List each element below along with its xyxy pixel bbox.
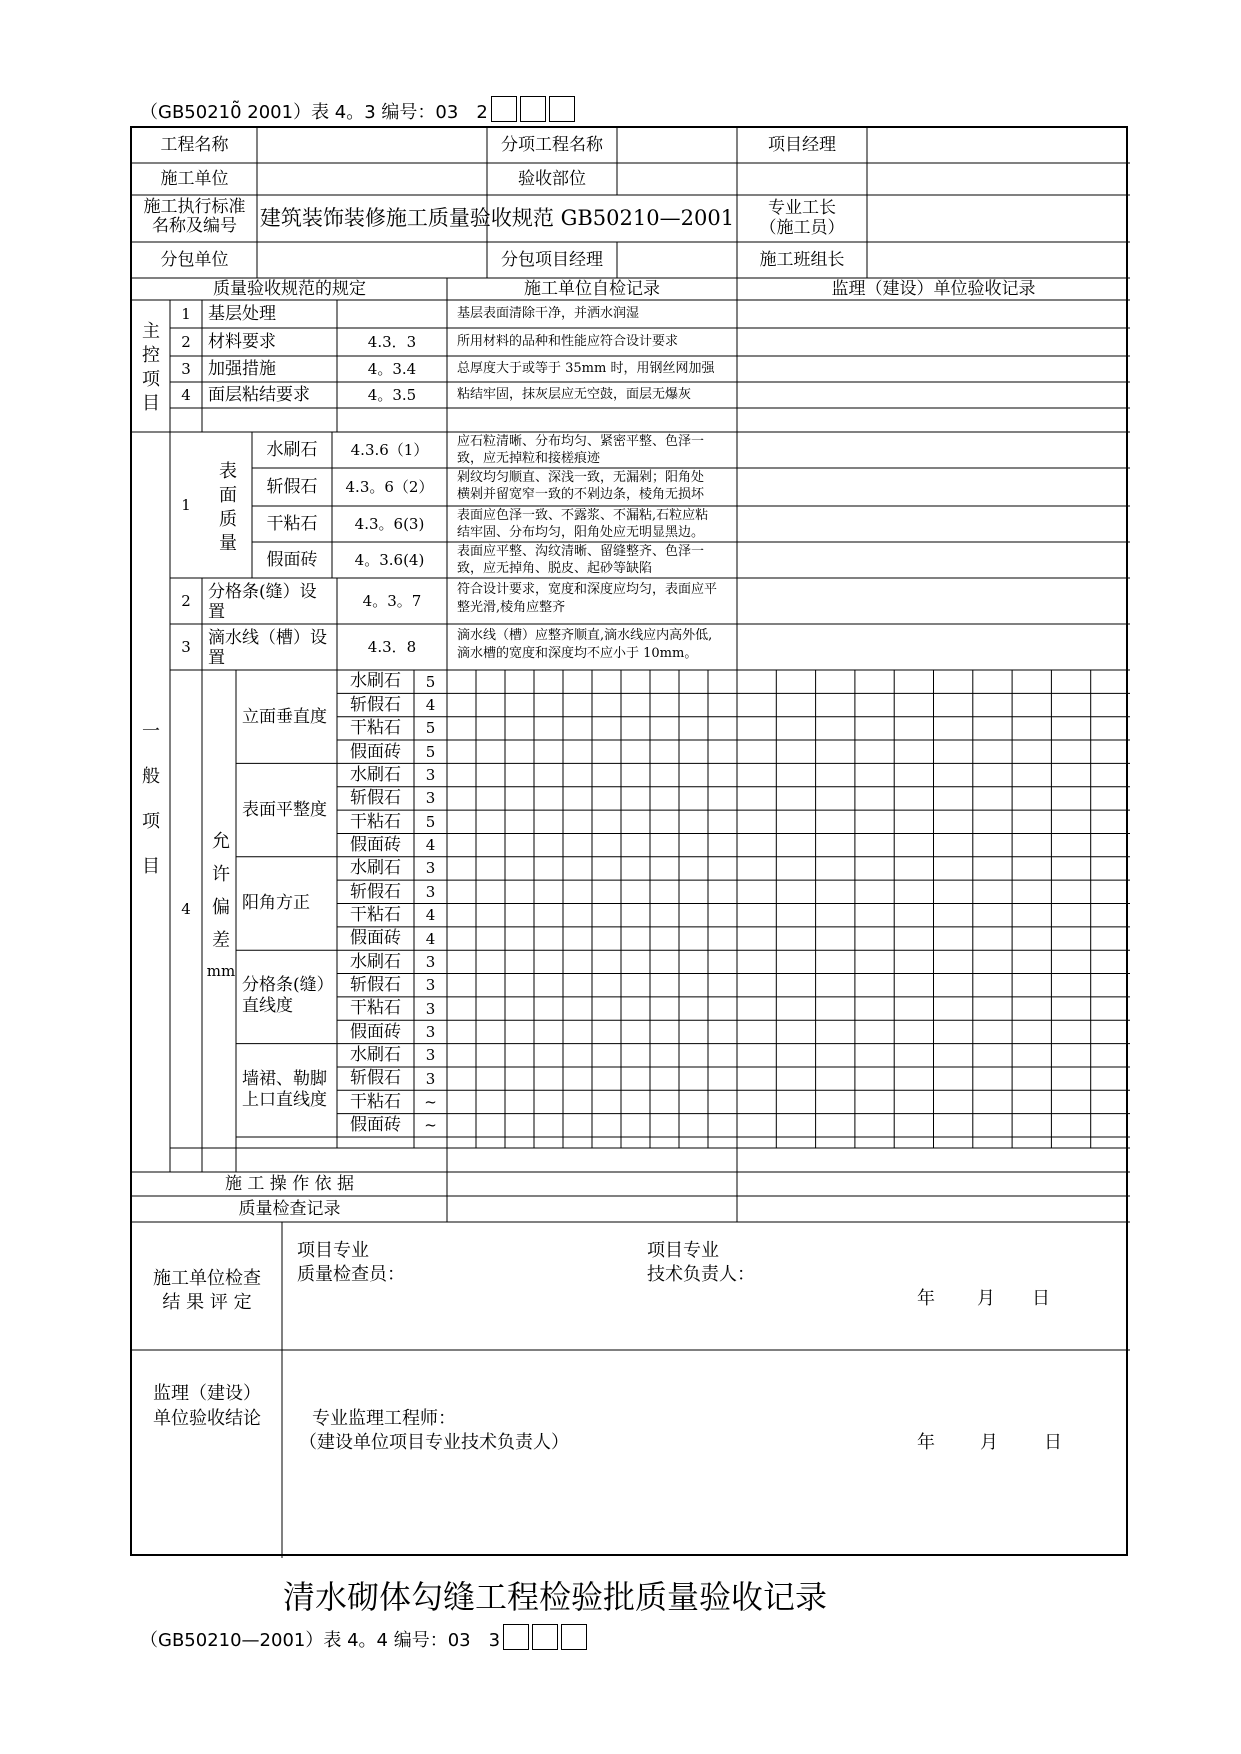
surface-clause-1: 4.3。6（2） — [345, 478, 434, 496]
sub-manager-label: 分包项目经理 — [501, 249, 603, 270]
deviation-type-10: 干粘石 — [350, 904, 401, 925]
deviation-type-7: 假面砖 — [350, 834, 401, 855]
quality-inspector-line2: 质量检查员： — [297, 1264, 405, 1285]
deviation-value-16: 3 — [425, 1046, 436, 1065]
surface-desc-line1-2: 表面应色泽一致、不露浆、不漏粘,石粒应粘 — [457, 508, 709, 523]
deviation-value-3: 5 — [425, 742, 436, 761]
supervision-year: 年 — [917, 1432, 935, 1453]
supervision-column-header: 监理（建设）单位验收记录 — [831, 278, 1036, 299]
deviation-value-18: ~ — [424, 1092, 437, 1111]
tech-lead-line2: 技术负责人： — [647, 1264, 755, 1285]
deviation-group-name-0: 立面垂直度 — [242, 706, 327, 727]
sub-project-name-label: 分项工程名称 — [501, 135, 603, 156]
deviation-type-6: 干粘石 — [350, 811, 401, 832]
deviation-value-19: ~ — [424, 1116, 437, 1135]
supervision-month: 月 — [980, 1432, 998, 1453]
supervision-engineer: 专业监理工程师： — [312, 1408, 456, 1429]
supervision-day: 日 — [1044, 1432, 1062, 1453]
deviation-group-name-2: 阳角方正 — [242, 893, 310, 914]
deviation-value-0: 5 — [425, 672, 436, 691]
general-label-char-3: 目 — [142, 856, 160, 877]
item2-desc-line1: 符合设计要求，宽度和深度应均匀，表面应平 — [457, 582, 718, 597]
standard-value: 建筑装饰装修施工质量验收规范 GB50210—2001 — [259, 205, 735, 230]
main-item-desc-4: 粘结牢固，抹灰层应无空鼓，面层无爆灰 — [457, 387, 692, 403]
deviation-type-14: 干粘石 — [350, 998, 401, 1019]
general-label-char-0: 一 — [142, 721, 160, 742]
surface-quality-no: 1 — [181, 496, 191, 514]
main-item-name-4: 面层粘结要求 — [208, 384, 310, 405]
main-item-no-2: 2 — [181, 333, 191, 351]
item3-name-line1: 滴水线（槽）设 — [208, 628, 327, 648]
construction-unit-label: 施工单位 — [160, 168, 229, 189]
deviation-value-9: 3 — [425, 882, 436, 901]
main-item-clause-3: 4。3.4 — [367, 360, 417, 378]
subcontractor-label: 分包单位 — [160, 249, 229, 270]
deviation-type-19: 假面砖 — [350, 1115, 401, 1136]
foreman-label-line2: （施工员） — [759, 218, 845, 238]
deviation-label-char-4: mm — [206, 962, 236, 980]
surface-clause-2: 4.3。6(3) — [354, 515, 425, 533]
deviation-group-name-1: 表面平整度 — [242, 799, 327, 820]
surface-quality-label-char-0: 表 — [219, 461, 237, 482]
surface-desc-line2-3: 致，应无掉角、脱皮、起砂等缺陷 — [457, 561, 653, 576]
main-control-label-char-3: 目 — [142, 393, 160, 414]
surface-desc-line2-1: 横剁并留宽窄一致的不剁边条，棱角无损坏 — [457, 487, 705, 502]
deviation-value-14: 3 — [425, 999, 436, 1018]
main-control-label-char-1: 控 — [142, 345, 160, 366]
next-form-code-header: （GB50210—2001）表 4。4 编号：03 3 — [140, 1624, 587, 1652]
deviation-type-8: 水刷石 — [350, 858, 401, 879]
deviation-type-15: 假面砖 — [350, 1021, 401, 1042]
deviation-value-5: 3 — [425, 789, 436, 808]
surface-desc-line2-0: 致，应无掉粒和接槎痕迹 — [457, 451, 601, 466]
main-item-no-3: 3 — [181, 360, 191, 378]
serial-box-2[interactable] — [520, 96, 546, 122]
deviation-value-7: 4 — [425, 836, 436, 855]
self-check-column-header: 施工单位自检记录 — [524, 278, 660, 299]
deviation-value-6: 5 — [425, 812, 436, 831]
surface-desc-line1-3: 表面应平整、沟纹清晰、留缝整齐、色泽一 — [457, 544, 705, 559]
inspection-day: 日 — [1032, 1288, 1050, 1309]
deviation-type-2: 干粘石 — [350, 718, 401, 739]
main-control-label-char-2: 项 — [142, 369, 160, 390]
item3-desc-line1: 滴水线（槽）应整齐顺直,滴水线应内高外低, — [457, 628, 713, 643]
acceptance-part-label: 验收部位 — [518, 168, 586, 189]
standard-label-line1: 施工执行标准 — [143, 197, 246, 217]
deviation-value-1: 4 — [425, 696, 436, 715]
deviation-group-name-line1-4: 墙裙、勒脚 — [242, 1068, 327, 1089]
next-form-title: 清水砌体勾缝工程检验批质量验收记录 — [282, 1578, 827, 1616]
surface-desc-line1-1: 剁纹均匀顺直、深浅一致，无漏剁；阳角处 — [457, 470, 705, 485]
project-manager-label: 项目经理 — [768, 135, 836, 156]
deviation-label-char-1: 许 — [212, 864, 230, 885]
deviation-type-3: 假面砖 — [350, 741, 401, 762]
deviation-value-17: 3 — [425, 1069, 436, 1088]
main-item-name-3: 加强措施 — [208, 358, 276, 379]
deviation-type-18: 干粘石 — [350, 1091, 401, 1112]
deviation-group-name-line2-3: 直线度 — [242, 996, 293, 1017]
surface-desc-line2-2: 结牢固、分布均匀，阳角处应无明显黑边。 — [457, 525, 705, 540]
next-serial-box-1[interactable] — [503, 1624, 529, 1650]
deviation-label-char-3: 差 — [212, 930, 230, 951]
main-item-clause-1 — [337, 300, 447, 328]
main-item-desc-1: 基层表面清除干净，并洒水润湿 — [457, 306, 640, 322]
surface-quality-label-char-2: 质 — [219, 509, 237, 530]
deviation-type-4: 水刷石 — [350, 764, 401, 785]
form-code-header: （GB50210̃ 2001）表 4。3 编号：03 2 — [140, 96, 575, 124]
main-item-clause-4: 4。3.5 — [367, 386, 417, 404]
item2-no: 2 — [181, 592, 191, 610]
deviation-value-12: 3 — [425, 952, 436, 971]
inspection-label-line2: 结 果 评 定 — [162, 1292, 252, 1313]
deviation-value-11: 4 — [425, 929, 436, 948]
team-leader-label: 施工班组长 — [759, 249, 845, 270]
item2-name-line1: 分格条(缝）设 — [208, 582, 317, 602]
deviation-value-2: 5 — [425, 719, 436, 738]
item3-no: 3 — [181, 638, 191, 656]
surface-type-0: 水刷石 — [266, 439, 318, 460]
quality-inspector-line1: 项目专业 — [297, 1240, 369, 1261]
item3-desc-line2: 滴水槽的宽度和深度均不应小于 10mm。 — [457, 646, 698, 661]
surface-clause-3: 4。3.6(4) — [354, 551, 425, 569]
general-label-char-1: 般 — [142, 766, 160, 787]
next-serial-box-2[interactable] — [532, 1624, 558, 1650]
main-control-label-char-0: 主 — [142, 321, 160, 342]
inspection-month: 月 — [977, 1288, 995, 1309]
main-item-desc-2: 所用材料的品种和性能应符合设计要求 — [457, 334, 679, 350]
serial-box-3[interactable] — [549, 96, 575, 122]
deviation-no: 4 — [181, 900, 191, 918]
deviation-type-13: 斩假石 — [350, 975, 401, 996]
surface-desc-line1-0: 应石粒清晰、分布均匀、紧密平整、色泽一 — [457, 434, 705, 449]
deviation-type-11: 假面砖 — [350, 928, 401, 949]
item2-clause: 4。3。7 — [362, 592, 422, 610]
item3-clause: 4.3．8 — [367, 638, 417, 656]
main-item-name-1: 基层处理 — [208, 303, 276, 324]
main-item-no-1: 1 — [181, 305, 191, 323]
main-item-no-4: 4 — [181, 386, 191, 404]
deviation-type-5: 斩假石 — [350, 788, 401, 809]
deviation-value-13: 3 — [425, 976, 436, 995]
inspection-label-line1: 施工单位检查 — [153, 1268, 261, 1289]
surface-type-2: 干粘石 — [266, 513, 318, 534]
inspection-year: 年 — [917, 1288, 935, 1309]
deviation-value-4: 3 — [425, 766, 436, 785]
deviation-label-char-0: 允 — [212, 831, 230, 852]
deviation-group-name-line2-4: 上口直线度 — [242, 1089, 327, 1110]
acceptance-form — [130, 126, 1128, 1556]
deviation-type-1: 斩假石 — [350, 694, 401, 715]
deviation-value-15: 3 — [425, 1022, 436, 1041]
spec-column-header: 质量验收规范的规定 — [213, 278, 366, 299]
next-serial-box-3[interactable] — [561, 1624, 587, 1650]
surface-quality-label-char-3: 量 — [219, 533, 237, 554]
deviation-group-name-line1-3: 分格条(缝） — [242, 975, 334, 996]
surface-type-3: 假面砖 — [266, 549, 318, 570]
item2-desc-line2: 整光滑,棱角应整齐 — [457, 600, 566, 615]
deviation-type-12: 水刷石 — [350, 951, 401, 972]
deviation-label-char-2: 偏 — [212, 897, 230, 918]
item3-name-line2: 置 — [208, 648, 225, 668]
foreman-label-line1: 专业工长 — [768, 198, 836, 218]
deviation-type-17: 斩假石 — [350, 1068, 401, 1089]
standard-label-line2: 名称及编号 — [152, 216, 237, 236]
construction-basis-label: 施 工 操 作 依 据 — [224, 1173, 355, 1194]
deviation-value-8: 3 — [425, 859, 436, 878]
deviation-type-9: 斩假石 — [350, 881, 401, 902]
general-label-char-2: 项 — [142, 811, 160, 832]
supervision-label-line2: 单位验收结论 — [153, 1408, 261, 1429]
surface-type-1: 斩假石 — [266, 476, 318, 497]
deviation-type-16: 水刷石 — [350, 1045, 401, 1066]
serial-box-1[interactable] — [491, 96, 517, 122]
project-name-label: 工程名称 — [160, 135, 229, 156]
main-item-clause-2: 4.3．3 — [367, 333, 417, 351]
main-item-name-2: 材料要求 — [208, 331, 276, 352]
surface-quality-label-char-1: 面 — [219, 485, 237, 506]
tech-lead-line1: 项目专业 — [647, 1240, 719, 1261]
deviation-value-10: 4 — [425, 906, 436, 925]
surface-clause-0: 4.3.6（1） — [350, 441, 429, 459]
item2-name-line2: 置 — [208, 602, 225, 622]
deviation-type-0: 水刷石 — [350, 671, 401, 692]
quality-record-label: 质量检查记录 — [238, 1198, 341, 1219]
owner-tech-lead: （建设单位项目专业技术负责人） — [299, 1432, 569, 1453]
main-item-desc-3: 总厚度大于或等于 35mm 时，用钢丝网加强 — [457, 361, 715, 377]
supervision-label-line1: 监理（建设） — [153, 1383, 261, 1404]
